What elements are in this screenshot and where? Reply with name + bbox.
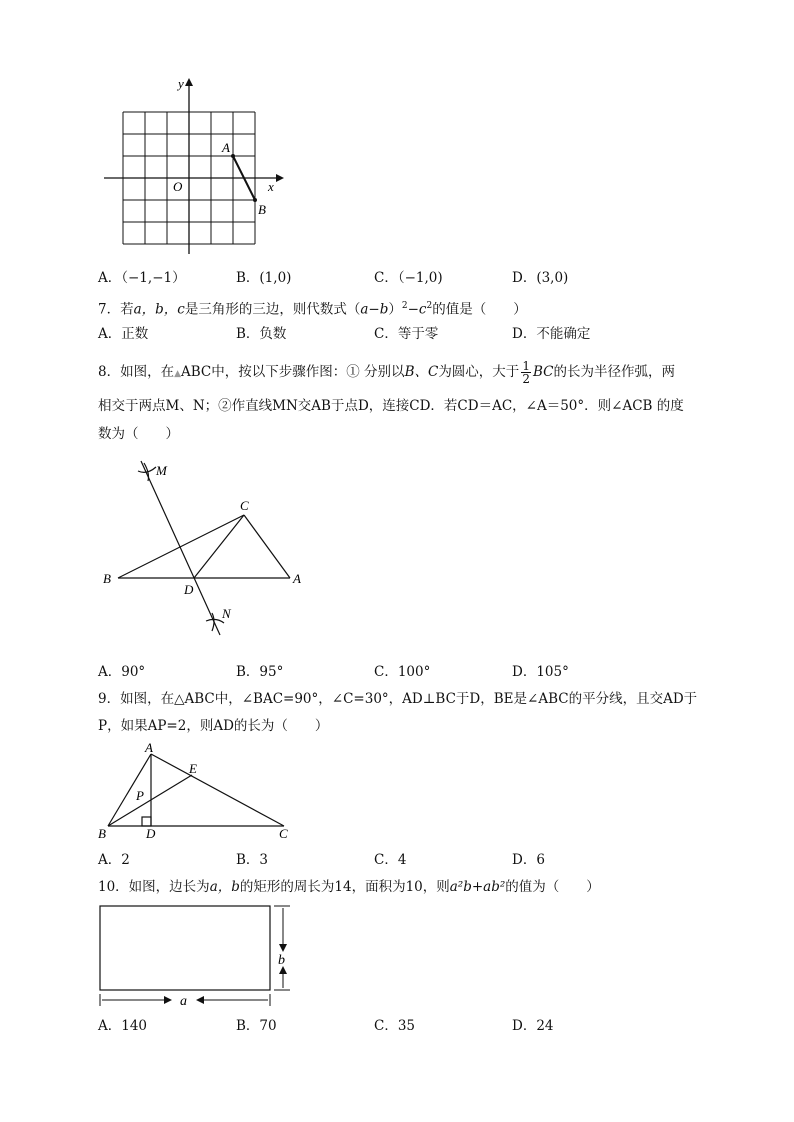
label-a: a bbox=[180, 994, 187, 1009]
label-c: C bbox=[279, 826, 288, 840]
q9-stem-line2: P，如果AP=2，则AD的长为（ ） bbox=[98, 718, 329, 734]
q8-stem-line3: 数为（ ） bbox=[98, 426, 179, 442]
point-b-label: B bbox=[258, 202, 266, 217]
segment-cd bbox=[194, 515, 244, 578]
label-b: b bbox=[278, 953, 285, 968]
q8-option-c[interactable]: C．100° bbox=[374, 664, 431, 680]
label-d: D bbox=[184, 582, 194, 597]
segment-bc bbox=[118, 515, 244, 578]
q9-figure bbox=[96, 740, 296, 840]
q7-option-b[interactable]: B．负数 bbox=[236, 326, 287, 342]
label-p: P bbox=[136, 788, 144, 803]
q9-option-d[interactable]: D．6 bbox=[512, 852, 545, 868]
q8-option-b[interactable]: B．95° bbox=[236, 664, 284, 680]
q6-grid-figure bbox=[100, 74, 290, 254]
q7-stem: 7．若a，b，c是三角形的三边，则代数式$(a-b)^2-c^2$的值是（ ） bbox=[98, 301, 527, 318]
q6-option-b[interactable]: B．(1,0) bbox=[236, 270, 292, 286]
label-d: D bbox=[146, 826, 156, 840]
label-b: B bbox=[103, 571, 111, 586]
q9-option-c[interactable]: C．4 bbox=[374, 852, 407, 868]
label-m: M bbox=[156, 463, 167, 478]
q9-stem-line1: 9．如图，在△ABC中，∠BAC=90°，∠C=30°，AD⊥BC于D，BE是∠ABC的平分线，且交AD于 bbox=[98, 691, 698, 707]
q8-option-d[interactable]: D．105° bbox=[512, 664, 569, 680]
label-a: A bbox=[293, 571, 301, 586]
segment-ca bbox=[244, 515, 290, 578]
fraction-one-half: $\frac{1}{2}$ bbox=[522, 359, 530, 386]
segment-ab bbox=[108, 754, 151, 826]
point-a-label: A bbox=[222, 140, 230, 155]
right-angle-mark bbox=[142, 817, 151, 826]
q8-option-a[interactable]: A．90° bbox=[98, 664, 146, 680]
q8-figure bbox=[98, 455, 318, 655]
q7-option-a[interactable]: A．正数 bbox=[98, 326, 149, 342]
segment-ac bbox=[151, 754, 284, 826]
origin-label: O bbox=[173, 179, 183, 194]
label-n: N bbox=[222, 606, 231, 621]
q10-option-d[interactable]: D．24 bbox=[512, 1018, 554, 1034]
q10-figure bbox=[96, 902, 306, 1012]
q10-stem: 10．如图，边长为a，b的矩形的周长为14，面积为10，则a²b+ab²的值为（ ） bbox=[98, 879, 600, 895]
rectangle bbox=[100, 906, 270, 990]
label-b: B bbox=[98, 826, 106, 840]
q8-stem-line2: 相交于两点M、N；②作直线MN交AB于点D，连接CD．若CD＝AC，∠A＝50°．则∠ACB 的度 bbox=[98, 398, 684, 414]
q6-option-a[interactable]: A．（−1,−1） bbox=[98, 270, 186, 286]
q6-option-d[interactable]: D．(3,0) bbox=[512, 270, 569, 286]
q7-option-d[interactable]: D．不能确定 bbox=[512, 326, 591, 342]
q10-option-c[interactable]: C．35 bbox=[374, 1018, 416, 1034]
label-c: C bbox=[240, 498, 249, 513]
x-axis-label: x bbox=[268, 179, 274, 194]
segment-be bbox=[108, 775, 192, 826]
q10-option-a[interactable]: A．140 bbox=[98, 1018, 148, 1034]
label-a: A bbox=[145, 740, 153, 755]
q7-option-c[interactable]: C．等于零 bbox=[374, 326, 439, 342]
q9-option-b[interactable]: B．3 bbox=[236, 852, 269, 868]
q9-option-a[interactable]: A．2 bbox=[98, 852, 130, 868]
q10-option-b[interactable]: B．70 bbox=[236, 1018, 277, 1034]
triangle-symbol: ▲ bbox=[174, 369, 182, 379]
y-axis-label: y bbox=[178, 76, 184, 91]
label-e: E bbox=[189, 761, 197, 776]
q6-option-c[interactable]: C．（−1,0) bbox=[374, 270, 443, 286]
line-mn bbox=[141, 461, 220, 635]
q8-stem-line1: 8．如图，在▲ABC中，按以下步骤作图：① 分别以B、C为圆心，大于 $\frac{1}{2}$ BC的长为半径作弧，两 bbox=[98, 359, 675, 386]
